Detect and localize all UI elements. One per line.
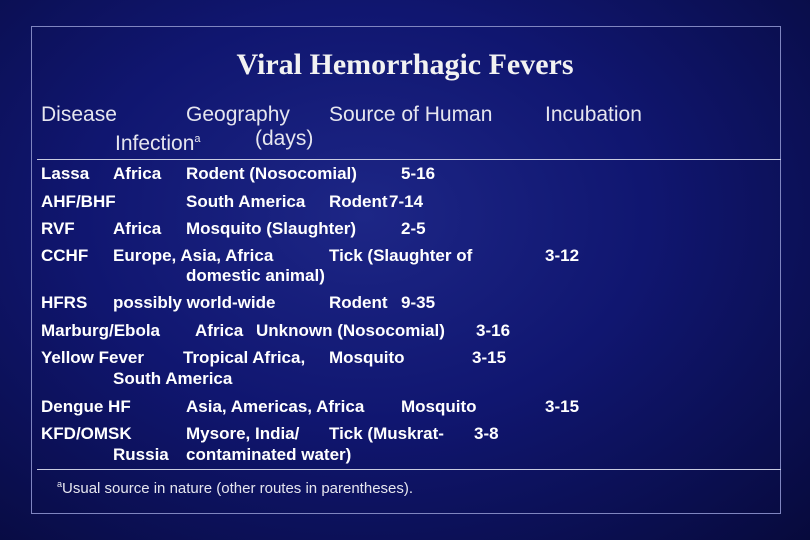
- footer-divider: [37, 469, 781, 470]
- header-days: (days): [255, 127, 314, 150]
- cell-source: Tick (Muskrat-: [329, 424, 444, 443]
- cell-geography-continued: South America: [113, 369, 233, 388]
- header-infection-footnote-mark: a: [194, 133, 201, 145]
- cell-geography: Mysore, India/: [186, 424, 300, 443]
- cell-disease: Marburg/Ebola: [41, 321, 161, 340]
- cell-disease: RVF: [41, 219, 75, 238]
- header-geography: Geography: [186, 103, 290, 126]
- cell-source: Rodent (Nosocomial): [186, 164, 357, 183]
- cell-incubation: 9-35: [401, 293, 436, 312]
- header-infection: [115, 127, 201, 156]
- cell-source-continued: contaminated water): [186, 445, 352, 464]
- cell-geography: South America: [186, 192, 306, 211]
- cell-geography: Tropical Africa,: [183, 348, 306, 367]
- cell-geography: Asia, Americas, Africa: [186, 397, 365, 416]
- cell-geography: Africa: [195, 321, 244, 340]
- header-disease: Disease: [41, 103, 117, 126]
- cell-geography: Africa: [113, 219, 162, 238]
- cell-source: Rodent: [329, 293, 388, 312]
- footnote-text: Usual source in nature (other routes in parentheses).: [62, 480, 414, 497]
- cell-geography: possibly world-wide: [113, 293, 276, 312]
- footnote: [57, 479, 413, 497]
- cell-disease: Yellow Fever: [41, 348, 144, 367]
- cell-source: Mosquito (Slaughter): [186, 219, 356, 238]
- cell-source: Mosquito: [401, 397, 477, 416]
- cell-source-continued: domestic animal): [186, 266, 325, 285]
- header-source: Source of Human: [329, 103, 493, 126]
- cell-disease: KFD/OMSK: [41, 424, 132, 443]
- cell-disease: HFRS: [41, 293, 88, 312]
- cell-source: Tick (Slaughter of: [329, 246, 473, 265]
- cell-source: Mosquito: [329, 348, 405, 367]
- cell-geography: Africa: [113, 164, 162, 183]
- slide-title: Viral Hemorrhagic Fevers: [236, 48, 574, 81]
- cell-source: Rodent: [329, 192, 388, 211]
- cell-geography-continued: Russia: [113, 445, 169, 464]
- cell-incubation: 3-15: [545, 397, 580, 416]
- cell-incubation: 3-8: [474, 424, 499, 443]
- header-divider: [37, 159, 781, 160]
- cell-geography: Europe, Asia, Africa: [113, 246, 274, 265]
- footnote-mark: a: [57, 479, 63, 489]
- cell-incubation: 3-16: [476, 321, 511, 340]
- cell-incubation: 3-12: [545, 246, 580, 265]
- cell-source: Unknown (Nosocomial): [256, 321, 445, 340]
- cell-disease: AHF/BHF: [41, 192, 116, 211]
- cell-disease: Lassa: [41, 164, 90, 183]
- cell-incubation: 2-5: [401, 219, 426, 238]
- cell-incubation: 5-16: [401, 164, 436, 183]
- cell-disease: CCHF: [41, 246, 89, 265]
- header-incubation: Incubation: [545, 103, 642, 126]
- header-infection-label: Infection: [115, 132, 195, 155]
- cell-incubation: 7-14: [389, 192, 424, 211]
- cell-incubation: 3-15: [472, 348, 507, 367]
- cell-disease: Dengue HF: [41, 397, 131, 416]
